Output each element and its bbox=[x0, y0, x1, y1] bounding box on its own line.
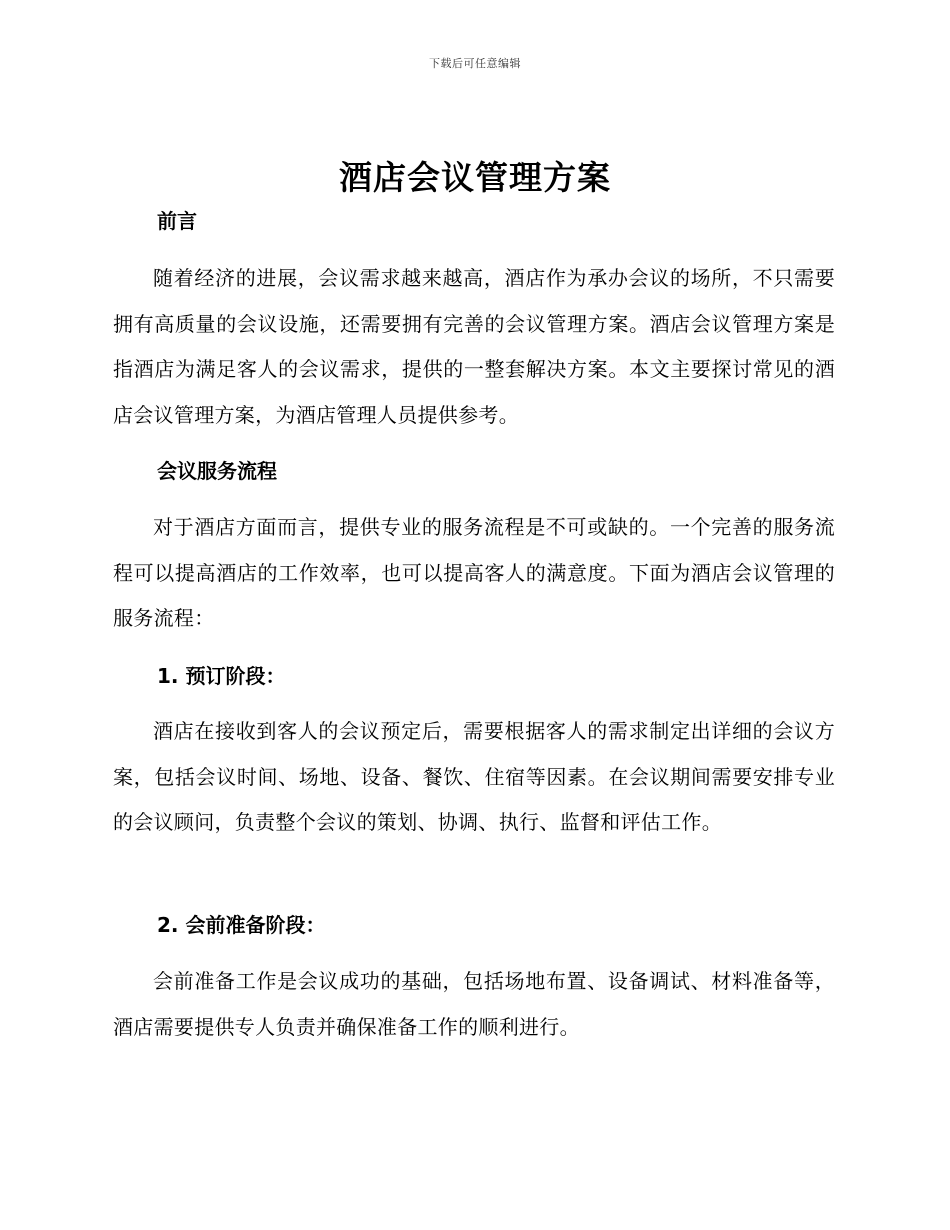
section-paragraph-service-flow: 对于酒店方面而言，提供专业的服务流程是不可或缺的。一个完善的服务流程可以提高酒店的工作效率，也可以提高客人的满意度。下面为酒店会议管理的服务流程： bbox=[113, 515, 835, 630]
section-heading-service-flow: 会议服务流程 bbox=[157, 459, 277, 483]
section-heading-preparation-stage: 2. 会前准备阶段： bbox=[157, 913, 326, 937]
section-heading-booking-stage: 1. 预订阶段： bbox=[157, 664, 286, 688]
header-note: 下载后可任意编辑 bbox=[429, 57, 521, 70]
section-paragraph-preface: 随着经济的进展，会议需求越来越高，酒店作为承办会议的场所，不只需要拥有高质量的会议设施，还需要拥有完善的会议管理方案。酒店会议管理方案是指酒店为满足客人的会议需求，提供的一整套解决方案。本文主要探讨常见的酒店会议管理方案，为酒店管理人员提供参考。 bbox=[113, 266, 835, 427]
section-heading-preface: 前言 bbox=[157, 209, 197, 233]
section-paragraph-preparation-stage: 会前准备工作是会议成功的基础，包括场地布置、设备调试、材料准备等，酒店需要提供专人负责并确保准备工作的顺利进行。 bbox=[113, 969, 835, 1039]
document-title: 酒店会议管理方案 bbox=[339, 158, 611, 197]
section-paragraph-booking-stage: 酒店在接收到客人的会议预定后，需要根据客人的需求制定出详细的会议方案，包括会议时间、场地、设备、餐饮、住宿等因素。在会议期间需要安排专业的会议顾问，负责整个会议的策划、协调、执行、监督和评估工作。 bbox=[113, 719, 835, 834]
